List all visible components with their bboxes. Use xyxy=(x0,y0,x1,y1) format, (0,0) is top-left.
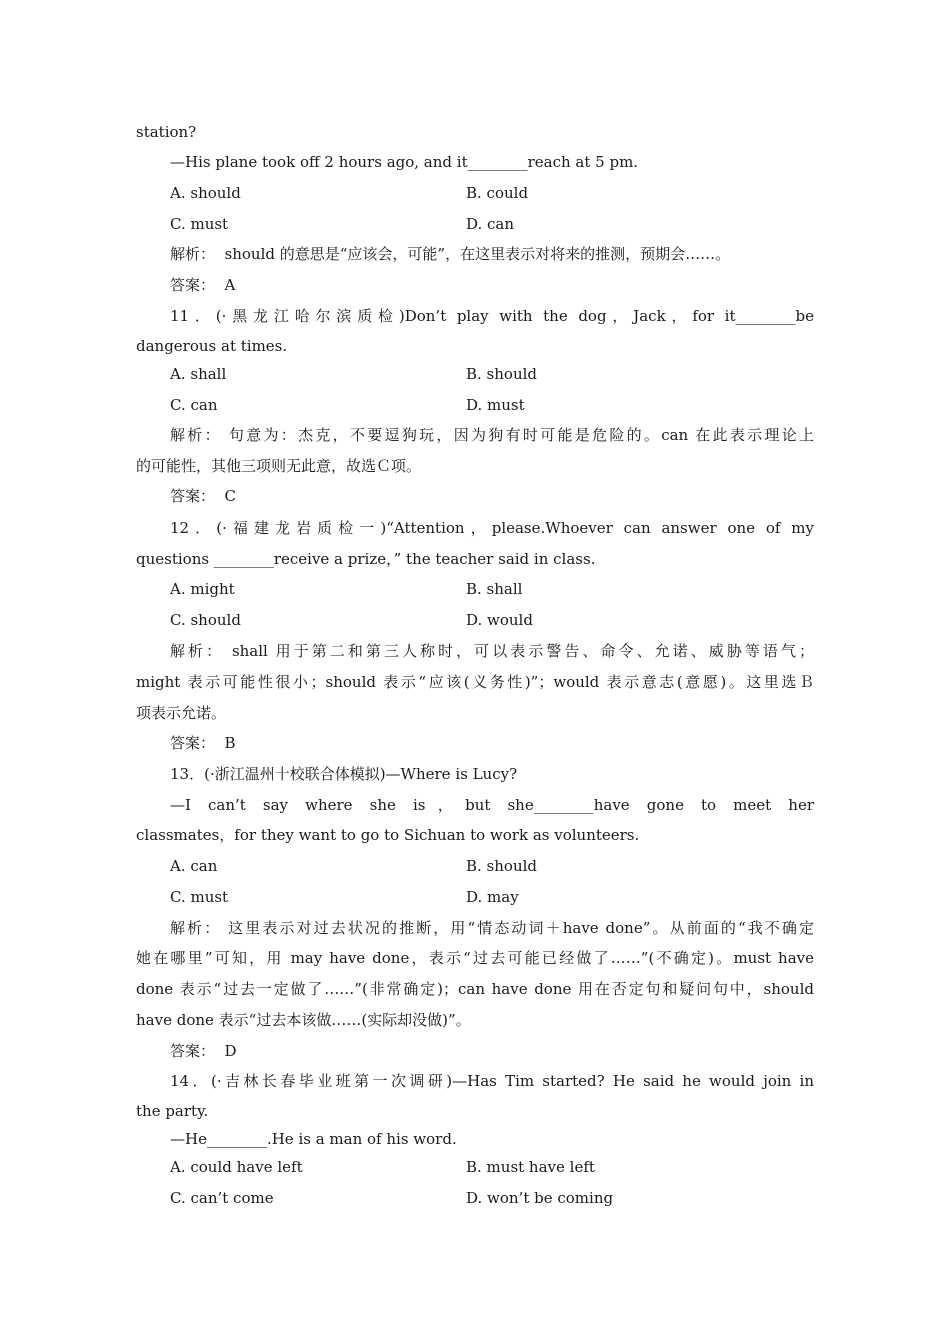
q10-analysis: 解析： should 的意思是“应该会，可能”，在这里表示对将来的推测，预期会……。 xyxy=(170,245,731,263)
q13-analysis-line2: 她在哪里”可知，用 may have done，表示“过去可能已经做了……”(不确定)。must have xyxy=(136,949,814,967)
q10-option-a: A. should xyxy=(170,184,241,202)
q12-analysis-line2: might 表示可能性很小；should 表示“应该(义务性)”；would 表示意志(意愿)。这里选Ｂ xyxy=(136,673,814,691)
q10-stem-line2: —His plane took off 2 hours ago, and it________reach at 5 pm. xyxy=(170,153,639,171)
q13-option-a: A. can xyxy=(170,857,218,875)
q11-analysis-line1: 解析： 句意为：杰克，不要逗狗玩，因为狗有时可能是危险的。can 在此表示理论上 xyxy=(170,426,814,444)
q14-stem-line3: —He________.He is a man of his word. xyxy=(170,1130,457,1148)
q13-stem-line2: —I can’t say where she is，but she________have gone to meet her xyxy=(170,796,814,814)
q10-option-c: C. must xyxy=(170,215,229,233)
q12-answer: 答案： B xyxy=(170,734,236,752)
q12-stem-line2: questions ________receive a prize，” the teacher said in class. xyxy=(136,550,596,568)
q11-option-d: D. must xyxy=(466,396,525,414)
q11-analysis-line2: 的可能性，其他三项则无此意，故选Ｃ项。 xyxy=(136,457,422,475)
q10-option-b: B. could xyxy=(466,184,529,202)
q11-stem-line1: 11．(·黑龙江哈尔滨质检)Don’t play with the dog，Jack，for it________be xyxy=(170,307,814,325)
q14-stem-line1: 14．(·吉林长春毕业班第一次调研)—Has Tim started? He said he would join in xyxy=(170,1072,814,1090)
q13-analysis-line4: have done 表示“过去本该做……(实际却没做)”。 xyxy=(136,1011,471,1029)
q13-answer: 答案： D xyxy=(170,1042,237,1060)
q12-analysis-line3: 项表示允诺。 xyxy=(136,704,227,722)
q11-option-b: B. should xyxy=(466,365,538,383)
q12-option-c: C. should xyxy=(170,611,241,629)
q13-option-b: B. should xyxy=(466,857,538,875)
q14-option-b: B. must have left xyxy=(466,1158,595,1176)
q13-option-d: D. may xyxy=(466,888,519,906)
q10-option-d: D. can xyxy=(466,215,515,233)
q12-option-d: D. would xyxy=(466,611,533,629)
q13-stem-line1: 13．(·浙江温州十校联合体模拟)—Where is Lucy? xyxy=(170,765,518,783)
q14-stem-line2: the party. xyxy=(136,1102,209,1120)
q12-option-b: B. shall xyxy=(466,580,523,598)
q10-stem-line1: station? xyxy=(136,123,197,141)
q13-analysis-line1: 解析： 这里表示对过去状况的推断，用“情态动词＋have done”。从前面的“我不确定 xyxy=(170,919,814,937)
q14-option-c: C. can’t come xyxy=(170,1189,274,1207)
q11-answer: 答案： C xyxy=(170,487,237,505)
q13-analysis-line3: done 表示“过去一定做了……”(非常确定)；can have done 用在否定句和疑问句中，should xyxy=(136,980,814,998)
q11-option-c: C. can xyxy=(170,396,218,414)
q12-analysis-line1: 解析： shall 用于第二和第三人称时，可以表示警告、命令、允诺、威胁等语气； xyxy=(170,642,814,660)
q14-option-d: D. won’t be coming xyxy=(466,1189,614,1207)
q14-option-a: A. could have left xyxy=(170,1158,303,1176)
q12-option-a: A. might xyxy=(170,580,235,598)
q13-stem-line3: classmates，for they want to go to Sichuan to work as volunteers. xyxy=(136,826,640,844)
q11-option-a: A. shall xyxy=(170,365,227,383)
q13-option-c: C. must xyxy=(170,888,229,906)
q12-stem-line1: 12．(·福建龙岩质检一)“Attention，please.Whoever can answer one of my xyxy=(170,519,814,537)
q10-answer: 答案： A xyxy=(170,276,236,294)
q11-stem-line2: dangerous at times. xyxy=(136,337,288,355)
